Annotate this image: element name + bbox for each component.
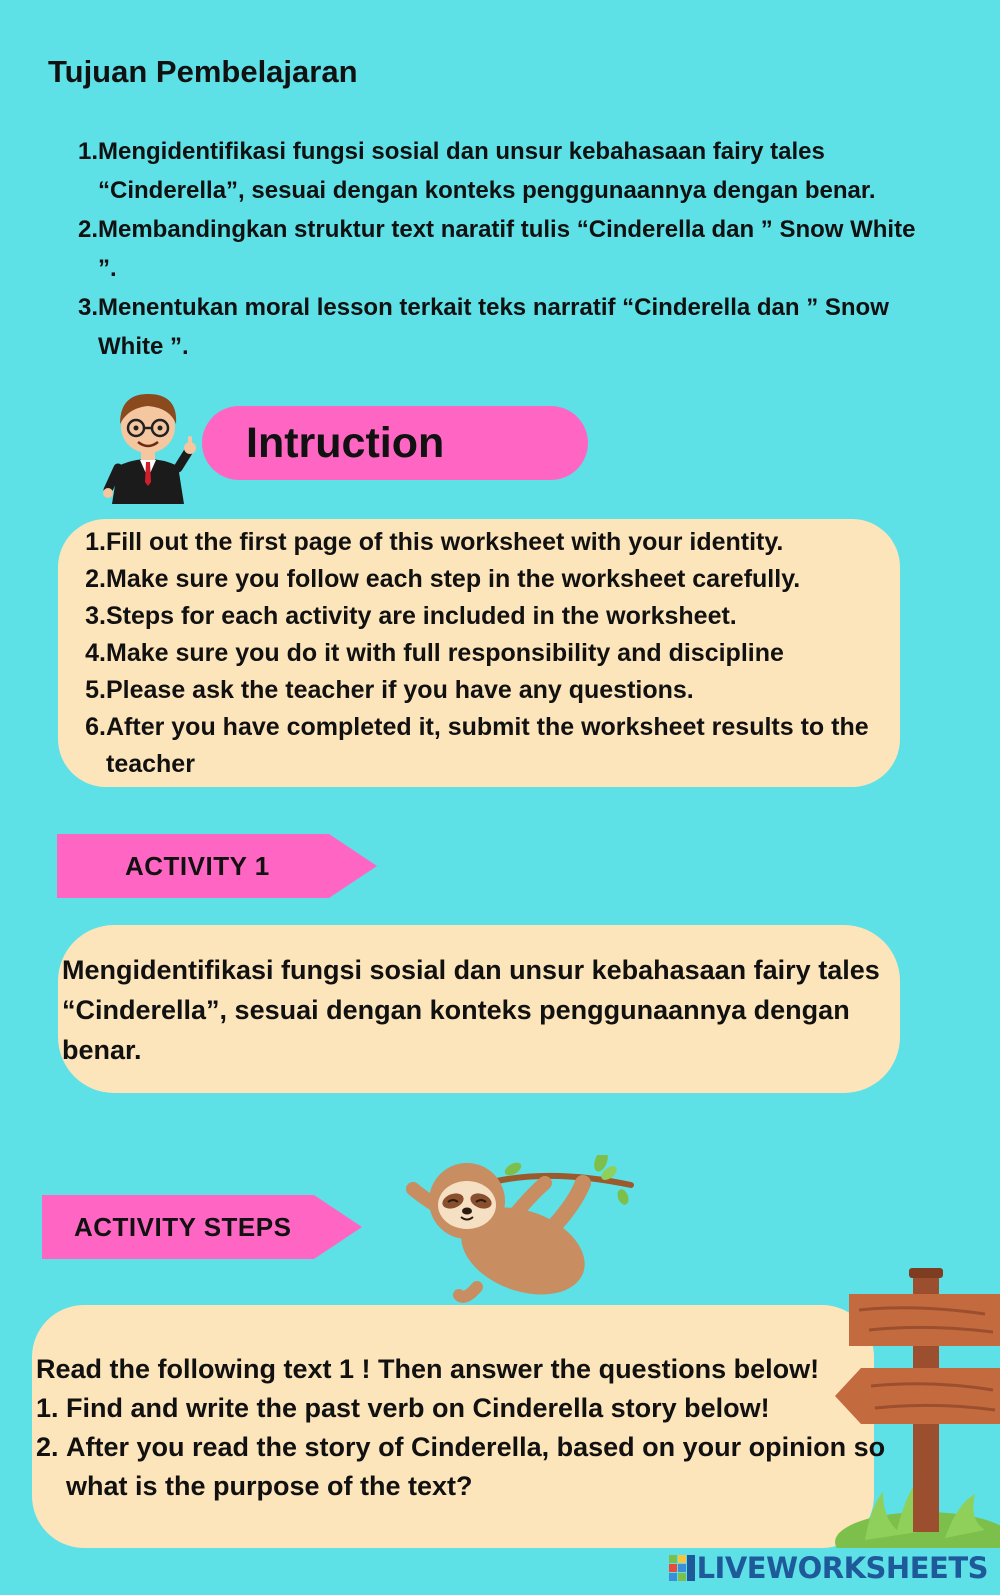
instruction-list xyxy=(74,524,904,783)
instruction-heading: Intruction xyxy=(246,418,445,467)
list-item: 1. Fill out the first page of this worksheet with your identity. xyxy=(85,528,784,556)
activity1-text: Mengidentifikasi fungsi sosial dan unsur kebahasaan fairy tales “Cinderella”, sesuai dengan konteks penggunaannya dengan benar. xyxy=(62,955,880,1065)
list-item: 2. Make sure you follow each step in the worksheet carefully. xyxy=(85,565,801,593)
liveworksheets-logo-icon xyxy=(669,1555,695,1581)
activity-steps-intro: Read the following text 1 ! Then answer the questions below! xyxy=(36,1354,820,1384)
list-item: 1. Find and write the past verb on Cinderella story below! xyxy=(36,1393,770,1423)
teacher-illustration xyxy=(98,382,198,504)
list-item: 3. Steps for each activity are included in the worksheet. xyxy=(85,602,737,630)
brand-text: LIVEWORKSHEETS xyxy=(696,1551,988,1585)
list-item: 1. Mengidentifikasi fungsi sosial dan unsur kebahasaan fairy tales “Cinderella”, sesuai dengan konteks penggunaannya dengan benar. xyxy=(77,138,876,204)
page-title: Tujuan Pembelajaran xyxy=(48,54,358,89)
liveworksheets-brand[interactable] xyxy=(669,1551,988,1585)
list-item: 5. Please ask the teacher if you have any questions. xyxy=(85,676,694,704)
list-item: 2. After you read the story of Cinderella, based on your opinion so what is the purpose of the text? xyxy=(36,1432,886,1501)
list-item: 2. Membandingkan struktur text naratif tulis “Cinderella dan ” Snow White ”. xyxy=(77,216,916,282)
list-item: 6. After you have completed it, submit the worksheet results to the teacher xyxy=(85,713,869,778)
activity1-label: ACTIVITY 1 xyxy=(125,850,270,881)
activity-steps-text xyxy=(36,1350,896,1506)
sloth-illustration xyxy=(405,1155,645,1305)
activity1-banner xyxy=(57,834,377,898)
instruction-heading-pill xyxy=(202,406,588,480)
activity-steps-label: ACTIVITY STEPS xyxy=(74,1211,292,1242)
list-item: 4. Make sure you do it with full responsibility and discipline xyxy=(85,639,784,667)
objectives-list xyxy=(70,132,940,366)
activity-steps-banner xyxy=(42,1195,362,1259)
list-item: 3. Menentukan moral lesson terkait teks narratif “Cinderella dan ” Snow White ”. xyxy=(77,294,889,360)
